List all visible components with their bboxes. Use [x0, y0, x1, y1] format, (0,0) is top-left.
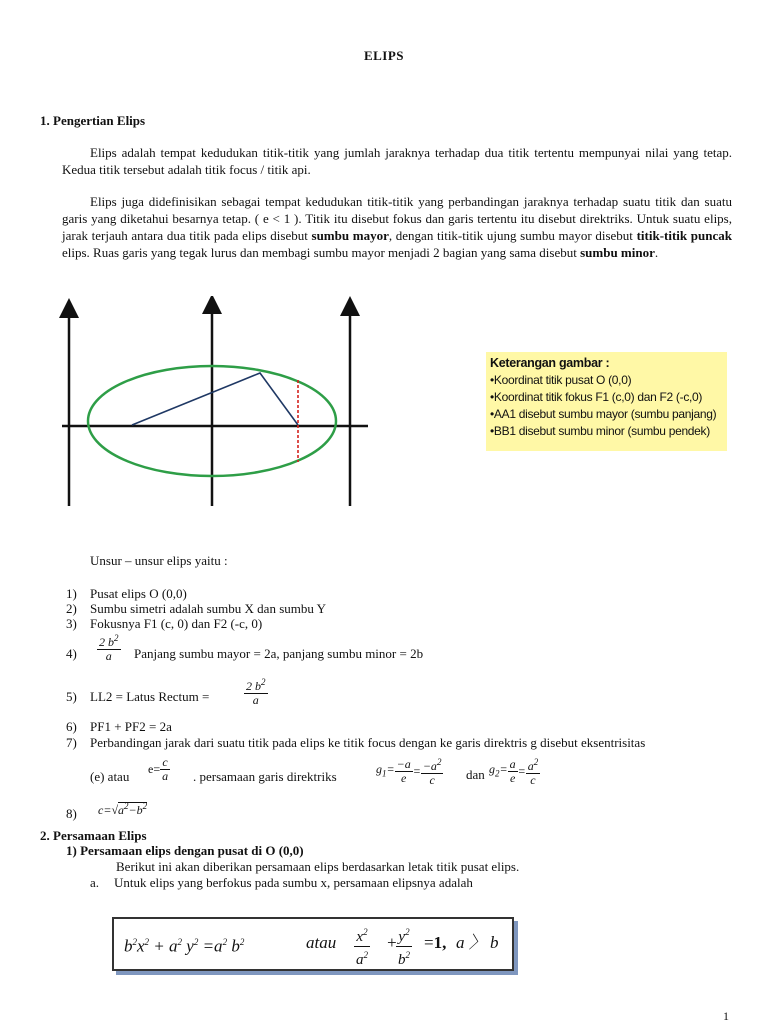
list-number: 1) [66, 586, 77, 601]
eccentricity-text: (e) atau [90, 769, 130, 784]
fraction-latus-rectum: $\frac{2 b^2}{a}$ [246, 677, 266, 707]
paragraph-text: Elips adalah tempat kedudukan titik-titik yang jumlah jaraknya terhadap dua titik tertentu mempunyai nilai yang tetap. Kedua titik tersebut adalah titik focus / titik api. [62, 145, 732, 177]
focal-triangle [132, 373, 298, 425]
list-text: Fokusnya F1 (c, 0) dan F2 (-c, 0) [90, 616, 263, 631]
figure-legend [486, 352, 727, 451]
page-number: 1 [723, 1009, 729, 1023]
list-text: Panjang sumbu mayor = 2a, panjang sumbu minor = 2b [134, 646, 424, 661]
equation-atau: atau [306, 933, 337, 952]
fraction-x2-a2: $\frac{x^2}{a^2}$ [354, 924, 370, 969]
list-number: a. [90, 875, 100, 890]
conjunction-text: dan [466, 767, 485, 782]
legend-item: • AA1 disebut sumbu mayor (sumbu panjang) [490, 406, 723, 423]
list-text: Perbandingan jarak dari suatu titik pada elips ke titik focus dengan ke garis direktris g disebut eksentrisitas [90, 735, 646, 750]
list-text: Pusat elips O (0,0) [90, 586, 187, 601]
paragraph-text: elips. Ruas garis yang tegak lurus dan membagi sumbu mayor menjadi 2 bagian yang sama disebut [62, 245, 581, 260]
directrix-text: . persamaan garis direktriks [193, 769, 337, 784]
list-text: Untuk elips yang berfokus pada sumbu x, persamaan elipsnya adalah [114, 875, 473, 890]
legend-item: • Koordinat titik fokus F1 (c,0) dan F2 (-c,0) [490, 389, 723, 406]
unsur-intro: Unsur – unsur elips yaitu : [90, 553, 228, 568]
term-sumbu-mayor: sumbu mayor [311, 228, 389, 243]
eccentricity-formula: e= $\frac{c}{a}$ [148, 755, 169, 783]
list-number: 8) [66, 806, 77, 821]
equation-condition: a 〉 b [456, 933, 499, 952]
legend-item: • Koordinat titik pusat O (0,0) [490, 372, 723, 389]
fraction-y2-b2: $\frac{y^2}{b^2}$ [396, 924, 412, 969]
section-heading-1: 1. Pengertian Elips [40, 113, 146, 128]
list-item [66, 718, 172, 735]
paragraph-definition-1 [62, 144, 732, 178]
list-text: Sumbu simetri adalah sumbu X dan sumbu Y [90, 601, 327, 616]
ellipse-equation-box [112, 917, 514, 971]
plus-sign: + [386, 933, 398, 952]
legend-title: Keterangan gambar : [490, 356, 610, 370]
equals-one: =1, [424, 933, 447, 952]
list-number: 7) [66, 735, 77, 750]
subsection-heading: 1) Persamaan elips dengan pusat di O (0,0) [66, 843, 304, 858]
list-item [66, 615, 262, 632]
term-titik-puncak: titik-titik puncak [636, 228, 732, 243]
paragraph-definition-2 [62, 193, 732, 261]
list-item [66, 734, 746, 751]
list-number: 4) [66, 646, 77, 661]
fraction-2b2-over-a: $\frac{2 b^2}{a}$ [99, 633, 119, 663]
paragraph-text: . [654, 245, 659, 260]
equation-left: $b^2x^2 + a^2$ $y^2 =a^2$ $b^2$ [124, 936, 245, 956]
formula-c-sqrt: $c=√a^2-b^2$ [98, 801, 148, 817]
list-item [90, 874, 473, 891]
legend-item: • BB1 disebut sumbu minor (sumbu pendek) [490, 423, 723, 440]
list-number: 2) [66, 601, 77, 616]
page-title: ELIPS [363, 48, 405, 63]
list-text: LL2 = Latus Rectum = [90, 689, 210, 704]
directrix-g2-formula: $g_2=$ $\frac{a}{e}$ = $\frac{a^2}{c}$ [489, 757, 539, 787]
list-number: 5) [66, 689, 77, 704]
paragraph-text: Elips juga didefinisikan sebagai tempat kedudukan titik-titik yang perbandingan jaraknya terhadap suatu titik dan suatu garis yang diketahui besarnya tetap. ( e < 1 ). Titik itu disebut fokus dan garis tertentu itu disebut direktriks. Untuk suatu elips, jarak terjauh antara dua titik pada elips disebut [62, 194, 732, 243]
term-sumbu-minor: sumbu minor [580, 245, 655, 260]
paragraph-text: , dengan titik-titik ujung sumbu mayor disebut [388, 228, 637, 243]
list-number: 3) [66, 616, 77, 631]
ellipse-figure [56, 296, 372, 512]
list-number: 6) [66, 719, 77, 734]
paragraph-text: Berikut ini akan diberikan persamaan elips berdasarkan letak titik pusat elips. [116, 859, 520, 874]
list-text: PF1 + PF2 = 2a [90, 719, 172, 734]
section-heading-2: 2. Persamaan Elips [40, 828, 147, 843]
directrix-g1-formula: $g_1=$ $\frac{-a}{e}$ = $\frac{-a^2}{c}$ [376, 757, 442, 787]
list-item [66, 688, 209, 705]
